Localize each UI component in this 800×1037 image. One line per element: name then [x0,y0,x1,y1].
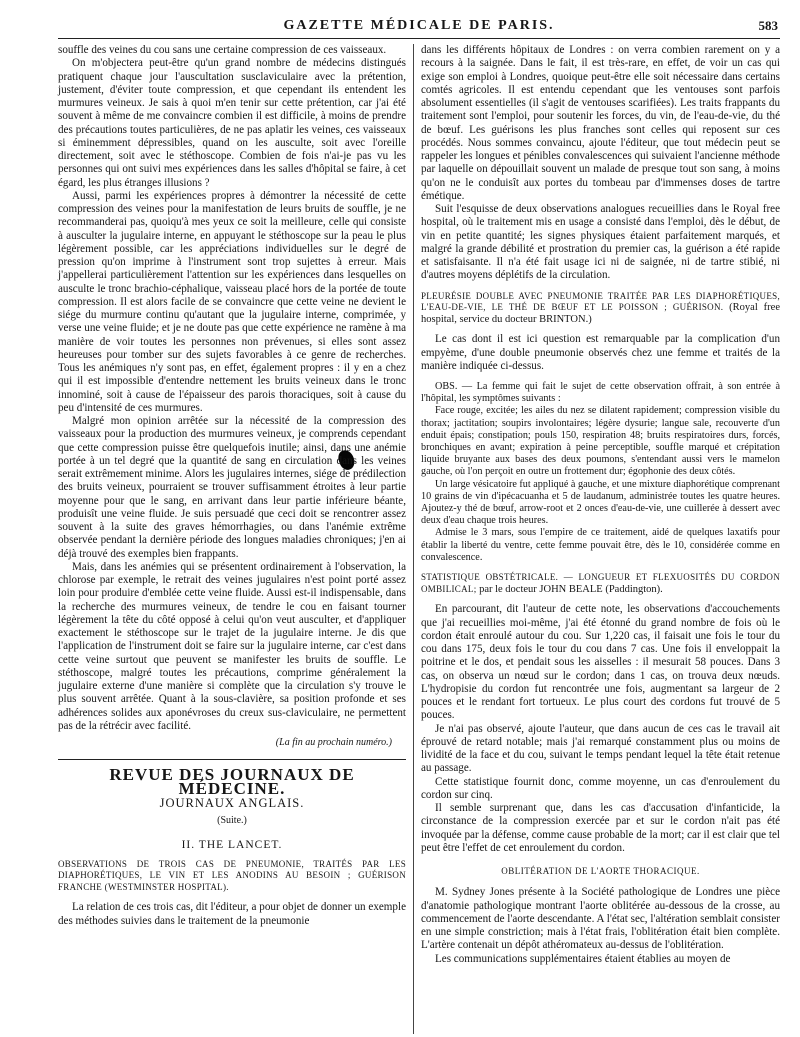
page-header [58,16,780,39]
observation-paragraph: Un large vésicatoire fut appliqué à gauche, et une mixture diaphorétique comprenant 10 grains de vin d'ipécacuanha et 5 de laudanum, administrée toutes les quatre heures. Ajoutez-y thé de bœuf, arrow-root et 2 onces d'eau-de-vie, une cuillerée à dessert avec deux d'eau chaque trois heures. [421,478,780,527]
paragraph: Il semble surprenant que, dans les cas d'accusation d'infanticide, la circonstance de la compression exercée par et sur le cordon n'ait pas été invoquée par la défense, comme cause probable de la mort; car il est clair que tel peut être l'effet de cet enroulement du cordon. [421,802,780,854]
left-column [58,44,406,928]
article-heading [421,572,780,595]
paragraph: En parcourant, dit l'auteur de cette note, les observations d'accouchements que j'ai recueillies moi-même, j'ai été étonné du grand nombre de fois où le cordon était enroulé autour du cou. Sur 1,220 cas, il faisait une fois le tour du cou dans 175, deux fois le tour du cou dans 7 cas. Une fois il enveloppait la poitrine et le dos, et pendait sous les aisselles : il mesurait 58 pouces. Dans 3 cas, on observa un nœud sur le cordon; dans 1 cas, on trouva deux nœuds. L'hydropisie du cordon fut rencontrée une fois, augmentant sa largeur de 2 pouces et le rendant fort tortueux. Le plus court des cordons fut trouvé de 5 pouces. [421,603,780,722]
paragraph: La relation de ces trois cas, dit l'éditeur, a pour objet de donner un exemple des méthodes suivies dans le traitement de la pneumonie [58,901,406,927]
paragraph: Malgré mon opinion arrêtée sur la nécessité de la compression des vaisseaux pour la production des murmures veineux, je comprends cependant que cette compression puisse être quelquefois inutile; ainsi, dans une anémie portée à un tel degré que la quantité de sang en circulation dans les veines serait extrêmement minime. Alors les jugulaires internes, siége de prédilection des bruits veineux, pourraient se trouver suffisamment étroites à leur partie moyenne pour que le sang, en arrivant dans leur partie inférieure béante, produisît une veine fluide. Je suis persuadé que ceci doit se rencontrer assez souvent à la suite des graves hémorrhagies, ou dans l'anémie extrême observée pendant la dernière période des longues maladies chroniques; j'en ai déjà trouvé des exemples bien frappants. [58,415,406,560]
article-heading: OBLITÉRATION DE L'AORTE THORACIQUE. [501,866,700,877]
case-heading-caps: PLEURÉSIE DOUBLE AVEC PNEUMONIE TRAITÉE PAR LES DIAPHORÉTIQUES, L'EAU-DE-VIE, LE THÉ DE BŒUF ET LE POISSON ; GUÉRISON. [421,290,780,313]
observation-paragraph: OBS. — La femme qui fait le sujet de cette observation offrait, à son entrée à l'hôpital, les symptômes suivants : [421,381,780,405]
case-heading-rest: (Royal free hospital, service du docteur BRINTON.) [421,302,780,325]
paragraph: Le cas dont il est ici question est remarquable par la complication d'un empyème, d'une double pneumonie observés chez une femme et traités de la manière indiquée ci-dessus. [421,333,780,372]
paragraph: souffle des veines du cou sans une certaine compression de ces vaisseaux. [58,44,387,56]
paragraph: dans les différents hôpitaux de Londres : on verra combien rarement on y a recours à la saignée. Dans le fait, il est très-rare, en effet, de voir un cas qui exige son emploi à Londres, quoique peut-être elle soit nécessaire dans certains comtés agricoles. Il est entendu cependant que les ventouses sont parfois absolument essentielles (il s'agit de ventouses scarifiées). Les traits frappants du traitement sont l'emploi, pour soutenir les forces, du vin, de l'eau-de-vie, du thé de bœuf. Les guérisons les plus franches sont celles qui reposent sur ces procédés. Nous sommes convaincu, ajoute l'éditeur, que tout médecin peut se rappeler les longues et pénibles convalescences qui suivaient l'ancienne méthode par laquelle on dépouillait souvent un malade de presque tout son sang, à moins qu'on ne le conduisît aux portes du tombeau par d'immenses doses de tartre émétique. [421,44,780,202]
right-column [421,44,780,966]
section-subtitle: JOURNAUX ANGLAIS. [159,795,305,810]
article-heading-rest: par le docteur JOHN BEALE (Paddington). [479,583,663,595]
journal-title: GAZETTE MÉDICALE DE PARIS. [283,18,555,33]
page-number: 583 [758,18,778,33]
continued-note: (La fin au prochain numéro.) [275,737,392,748]
paragraph: Aussi, parmi les expériences propres à démontrer la nécessité de cette compression des veines pour la manifestation de leurs bruits de souffle, je ne recommanderai pas, quoiqu'à mes yeux ce soit la meilleure, celle qui consiste à ausculter la jugulaire interne, en appuyant le stéthoscope sur la peau le plus légèrement possible, car les appréciations individuelles sur le degré de pression qu'on imprime à l'instrument sont trop sujettes à erreur. Mais j'appellerai particulièrement l'attention sur les expériences dans lesquelles on ausculte le tronc brachio-céphalique, vaisseau placé hors de la portée de toute compression. Il est alors facile de se convaincre que cette veine ne devient le siége du murmure continu qu'autant que la jugulaire interne, comprimée, y verse une veine fluide; et je ne doute pas que cette expérience ne ramène à ma manière de voir toutes les personnes non prévenues, si elles sont assez heureuses pour tomber sur des sujets favorables à ce genre de recherches. Tous les anémiques n'y sont pas, en effet, également propres : il y en a chez qui il est impossible d'entendre nettement les bruits veineux dans le tronc innominé, soit à cause de l'épaisseur des parois thoraciques, soit à cause du peu d'intensité de ces murmures. [58,189,406,414]
suite-note: (Suite.) [217,815,247,826]
case-heading [421,291,780,326]
paragraph: Les communications supplémentaires étaient établies au moyen de [435,952,731,965]
paragraph: On m'objectera peut-être qu'un grand nombre de médecins distingués pratiquent chaque jour l'auscultation susclaviculaire avec la prétention, justement, d'éviter toute compression, et que cependant ils entendent les murmures veineux. Je sais à quoi m'en tenir sur cette prétention, car j'ai été souvent à même de me convaincre combien il est difficile, à moins de prendre des précautions toutes particulières, de ne pas aplatir les veines, ces vaisseaux si éminemment dépressibles, quand on les ausculte, soit avec l'oreille directement, soit avec le stéthoscope. Combien de fois n'ai-je pas vu les personnes qui ont suivi mes expériences dans les salles d'hôpital se faire, à cet égard, les plus étranges illusions ? [58,57,406,189]
section-title: REVUE DES JOURNAUX DE MÉDECINE. [109,765,355,798]
section-rule [58,759,406,760]
article-heading-caps: STATISTIQUE OBSTÉTRICALE. — LONGUEUR ET FLEXUOSITÉS DU CORDON OMBILICAL; [421,572,780,594]
subsection-heading: II. THE LANCET. [181,839,283,852]
column-divider [413,44,414,1034]
paragraph: M. Sydney Jones présente à la Société pathologique de Londres une pièce d'anatomie pathologique montrant l'aorte oblitérée au-dessous de la crosse, au commencement de l'aorte descendante. A l'état sec, l'altération semblait consister en une simple constriction; mais à l'état frais, l'oblitération était bien complète. L'artère contenait un dépôt athéromateux au-dessus de l'oblitération. [421,886,780,952]
paragraph: Suit l'esquisse de deux observations analogues recueillies dans le Royal free hospital, où le traitement mis en usage a consisté dans l'emploi, dès le début, de vin en petite quantité; les signes physiques étaient parfaitement marqués, et malgré la grande débilité et prostration du premier cas, la guérison a été rapide et satisfaisante. Il n'a été fait usage ici ni de saignée, ni de tartre stibié, ni d'autres moyens déplétifs de la circulation. [421,203,780,282]
observation-title: OBSERVATIONS DE TROIS CAS DE PNEUMONIE, TRAITÉS PAR LES DIAPHORÉTIQUES, LE VIN ET LES ANODINS AU BESOIN ; GUÉRISON FRANCHE (WESTMINSTER HOSPITAL). [58,858,406,892]
observation-paragraph: Face rouge, excitée; les ailes du nez se dilatent rapidement; compression visible du thorax; jactitation; soupirs involontaires; légère dysurie; langue sale, recouverte d'un enduit épais; constipation; pouls 150, respiration 48; bruits respiratoires durs, forcés, bronchiques en avant; expiration à peine perceptible, souffle marqué et crépitation liquide bruyante aux bases des deux poumons, s'entendant aussi vers le mamelon gauche, où l'on perçoit en outre un frottement dur; égophonie des deux côtés. [421,405,780,478]
paragraph: Mais, dans les anémies qui se présentent ordinairement à l'observation, la chlorose par exemple, le retrait des veines jugulaires n'est point porté assez loin pour produire d'emblée cette veine fluide. Aussi est-il indispensable, dans la recherche des murmures veineux, de tendre le cou en faisant tourner légèrement la tête du côté opposé à celui qu'on veut ausculter, et d'appliquer exactement le stéthoscope sur le trajet de la jugulaire interne. Je dis que l'application de l'instrument doit se faire sur la jugulaire interne, car c'est dans cette veine surtout que peuvent se manifester les bruits de souffle. Le stéthoscope, malgré toutes les précautions, comprime généralement la jugulaire externe d'une manière si complète que la circulation s'y trouve le plus souvent arrêtée. Quant à la sous-clavière, sa position profonde et ses adhérences solides aux aponévroses du creux sus-claviculaire, ne permettent pas de la rétrécir avec facilité. [58,560,406,732]
observation-paragraph: Admise le 3 mars, sous l'empire de ce traitement, aidé de quelques laxatifs pour établir la liberté du ventre, cette femme pouvait être, dès le 10, considérée comme en convalescence. [421,527,780,563]
paragraph: Je n'ai pas observé, ajoute l'auteur, que dans aucun de ces cas le travail ait éprouvé de retard notable; mais j'ai remarqué constamment plus ou moins de lividité de la face et du cou, suivant le temps pendant lequel la tête était retenue au passage. [421,722,780,775]
paragraph: Cette statistique fournit donc, comme moyenne, un cas d'enroulement du cordon sur cinq. [421,775,780,801]
